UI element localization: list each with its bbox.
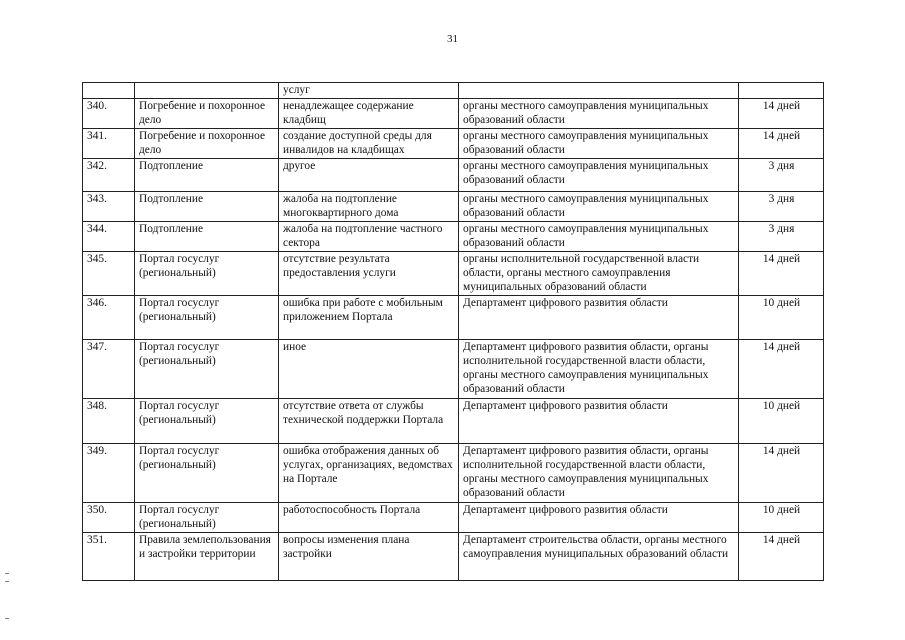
cell-topic: Портал госуслуг (региональный) [135,296,279,340]
cell-term: 3 дня [739,222,824,252]
cell-subtopic: создание доступной среды для инвалидов на кладбищах [279,129,459,159]
cell-subtopic: отсутствие результата предоставления услуги [279,252,459,296]
cell-term: 14 дней [739,444,824,503]
table-row [83,222,824,252]
table-row [83,340,824,399]
cell-term: 10 дней [739,503,824,533]
cell-organization: Департамент строительства области, органы местного самоуправления муниципальных образований области [459,533,739,581]
cell-subtopic: иное [279,340,459,399]
cell-subtopic: работоспособность Портала [279,503,459,533]
cell-term: 10 дней [739,296,824,340]
table-row [83,159,824,192]
cell-organization: органы местного самоуправления муниципальных образований области [459,192,739,222]
table-row [83,503,824,533]
cell-topic: Портал госуслуг (региональный) [135,252,279,296]
table-row [83,399,824,444]
cell-term: 14 дней [739,533,824,581]
cell-subtopic: отсутствие ответа от службы технической поддержки Портала [279,399,459,444]
cell-subtopic: другое [279,159,459,192]
table-row [83,192,824,222]
table-row [83,252,824,296]
cell-topic: Подтопление [135,222,279,252]
cell-term: 14 дней [739,252,824,296]
cell-organization: органы местного самоуправления муниципальных образований области [459,159,739,192]
cell-topic: Портал госуслуг (региональный) [135,399,279,444]
cell-number [83,83,135,99]
cell-subtopic: услуг [279,83,459,99]
cell-term: 14 дней [739,99,824,129]
table-row-continuation [83,83,824,99]
cell-number: 348. [83,399,135,444]
cell-organization: органы местного самоуправления муниципальных образований области [459,222,739,252]
cell-number: 349. [83,444,135,503]
cell-term: 14 дней [739,129,824,159]
cell-term: 14 дней [739,340,824,399]
cell-topic: Подтопление [135,159,279,192]
cell-number: 340. [83,99,135,129]
cell-subtopic: ненадлежащее содержание кладбищ [279,99,459,129]
document-table [82,82,824,581]
cell-topic: Погребение и похоронное дело [135,99,279,129]
cell-topic: Подтопление [135,192,279,222]
scan-artifact [5,581,9,582]
cell-number: 346. [83,296,135,340]
cell-organization: органы исполнительной государственной власти области, органы местного самоуправления муниципальных образований области [459,252,739,296]
cell-topic: Портал госуслуг (региональный) [135,444,279,503]
cell-topic: Погребение и похоронное дело [135,129,279,159]
cell-number: 350. [83,503,135,533]
table-row [83,533,824,581]
cell-number: 347. [83,340,135,399]
cell-organization: Департамент цифрового развития области [459,503,739,533]
cell-subtopic: жалоба на подтопление частного сектора [279,222,459,252]
cell-topic: Портал госуслуг (региональный) [135,503,279,533]
cell-subtopic: ошибка при работе с мобильным приложением Портала [279,296,459,340]
cell-term: 3 дня [739,192,824,222]
cell-organization: органы местного самоуправления муниципальных образований области [459,99,739,129]
cell-topic: Портал госуслуг (региональный) [135,340,279,399]
cell-number: 342. [83,159,135,192]
cell-topic [135,83,279,99]
table-row [83,296,824,340]
cell-organization: органы местного самоуправления муниципальных образований области [459,129,739,159]
cell-term: 10 дней [739,399,824,444]
cell-term [739,83,824,99]
cell-organization [459,83,739,99]
cell-number: 344. [83,222,135,252]
scan-artifact [5,618,9,619]
cell-subtopic: вопросы изменения плана застройки [279,533,459,581]
cell-organization: Департамент цифрового развития области [459,296,739,340]
cell-topic: Правила землепользования и застройки территории [135,533,279,581]
cell-subtopic: жалоба на подтопление многоквартирного дома [279,192,459,222]
cell-organization: Департамент цифрового развития области, органы исполнительной государственной власти области, органы местного самоуправления муниципальных образований области [459,444,739,503]
cell-term: 3 дня [739,159,824,192]
cell-organization: Департамент цифрового развития области, органы исполнительной государственной власти области, органы местного самоуправления муниципальных образований области [459,340,739,399]
table-row [83,99,824,129]
cell-number: 343. [83,192,135,222]
cell-subtopic: ошибка отображения данных об услугах, организациях, ведомствах на Портале [279,444,459,503]
scan-artifact [5,573,9,574]
cell-organization: Департамент цифрового развития области [459,399,739,444]
table-row [83,129,824,159]
cell-number: 341. [83,129,135,159]
page-number: 31 [447,33,458,45]
cell-number: 345. [83,252,135,296]
cell-number: 351. [83,533,135,581]
table-row [83,444,824,503]
